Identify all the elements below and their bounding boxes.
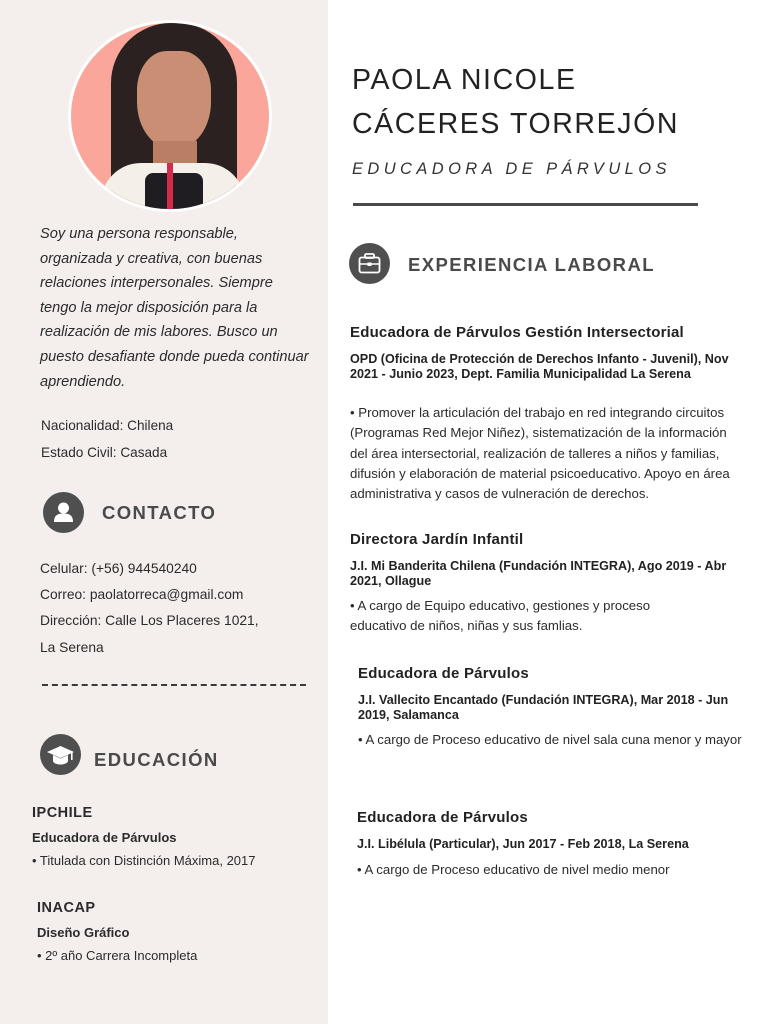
- header-divider: [353, 203, 698, 206]
- graduation-cap-icon: [40, 734, 81, 775]
- education-degree: Diseño Gráfico: [37, 925, 130, 940]
- job-description: • Promover la articulación del trabajo en red integrando circuitos (Programas Red Mejor Niñez), sistematización de la información del área intersectorial, realización de talleres a niños y familias, difusión y elaboración de material psicoeducativo. Apoyo en área administrativa y casos de vulneración de derechos.: [350, 405, 730, 502]
- nationality: Nacionalidad: Chilena: [41, 418, 174, 433]
- job-organization: J.I. Mi Banderita Chilena (Fundación INTEGRA), Ago 2019 - Abr 2021, Ollague: [350, 559, 727, 588]
- contact-address-line2: La Serena: [40, 640, 104, 655]
- job-title: Directora Jardín Infantil: [350, 531, 524, 548]
- dashed-divider: [42, 684, 306, 686]
- full-name: [352, 58, 679, 146]
- experience-heading: EXPERIENCIA LABORAL: [408, 254, 655, 275]
- education-detail: • 2º año Carrera Incompleta: [37, 948, 198, 963]
- user-icon: [43, 492, 84, 533]
- job-role: EDUCADORA DE PÁRVULOS: [352, 160, 671, 178]
- job-organization: J.I. Libélula (Particular), Jun 2017 - Feb 2018, La Serena: [357, 837, 689, 851]
- contact-phone: Celular: (+56) 944540240: [40, 561, 197, 576]
- briefcase-icon: [349, 243, 390, 284]
- job-organization: J.I. Vallecito Encantado (Fundación INTEGRA), Mar 2018 - Jun 2019, Salamanca: [358, 693, 729, 722]
- education-detail: • Titulada con Distinción Máxima, 2017: [32, 853, 256, 868]
- civil-status: Estado Civil: Casada: [41, 445, 168, 460]
- job-description: • A cargo de Equipo educativo, gestiones y proceso educativo de niños, niñas y sus famlias.: [350, 598, 651, 634]
- contact-address-line1: Dirección: Calle Los Placeres 1021,: [40, 613, 259, 628]
- education-institution: INACAP: [37, 900, 96, 916]
- about-text: Soy una persona responsable, organizada y creativa, con buenas relaciones interpersonales. Siempre tengo la mejor disposición para la realización de mis labores. Busco un puesto desafiante donde pueda continuar aprendiendo.: [40, 226, 309, 390]
- profile-photo: [68, 20, 272, 212]
- education-degree: Educadora de Párvulos: [32, 830, 177, 845]
- job-title: Educadora de Párvulos: [357, 809, 528, 826]
- contact-email[interactable]: Correo: paolatorreca@gmail.com: [40, 587, 244, 602]
- job-description: • A cargo de Proceso educativo de nivel sala cuna menor y mayor: [358, 732, 742, 747]
- job-organization: OPD (Oficina de Protección de Derechos Infanto - Juvenil), Nov 2021 - Junio 2023, Dept. Familia Municipalidad La Serena: [350, 352, 729, 381]
- contact-heading: CONTACTO: [102, 502, 217, 523]
- job-title: Educadora de Párvulos: [358, 665, 529, 682]
- education-heading: EDUCACIÓN: [94, 749, 219, 770]
- job-description: • A cargo de Proceso educativo de nivel medio menor: [357, 862, 670, 877]
- job-title: Educadora de Párvulos Gestión Intersectorial: [350, 324, 684, 341]
- education-institution: IPCHILE: [32, 805, 93, 821]
- name-line-1: PAOLA NICOLE: [352, 64, 577, 96]
- name-line-2: CÁCERES TORREJÓN: [352, 108, 680, 140]
